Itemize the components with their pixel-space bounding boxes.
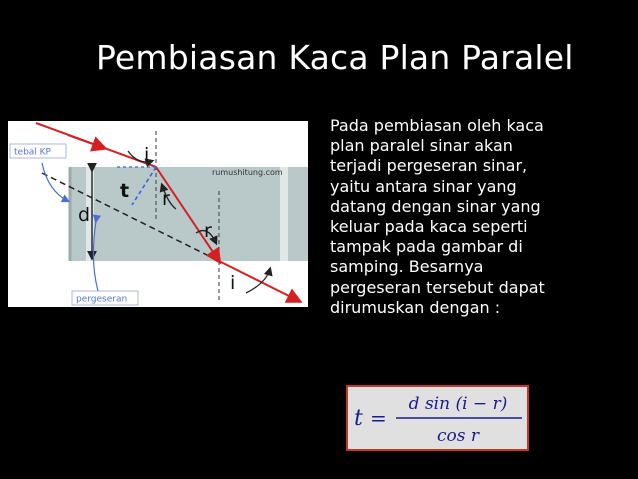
body-line: samping. Besarnya	[330, 257, 484, 277]
body-line: plan paralel sinar akan	[330, 136, 513, 156]
body-line: datang dengan sinar yang	[330, 196, 541, 216]
body-line: pergeseran tersebut dapat	[330, 277, 545, 297]
label-tebal-kp: tebal KP	[14, 147, 51, 158]
label-pergeseran: pergeseran	[76, 294, 128, 305]
label-r-top: r	[162, 188, 170, 210]
label-d: d	[78, 204, 91, 226]
formula-equals: =	[370, 406, 387, 430]
body-line: terjadi pergeseran sinar,	[330, 156, 528, 176]
body-line: dirumuskan dengan :	[330, 297, 501, 317]
body-line: keluar pada kaca seperti	[330, 217, 528, 237]
formula-denominator: cos r	[436, 426, 480, 446]
label-r-bottom: r	[204, 220, 212, 242]
slide-title: Pembiasan Kaca Plan Paralel	[96, 38, 574, 77]
body-line: yaitu antara sinar yang	[330, 176, 517, 196]
refraction-diagram	[8, 121, 308, 307]
label-i-bottom: i	[230, 272, 236, 294]
diagram-svg	[8, 121, 308, 307]
formula-lhs: t	[354, 406, 363, 431]
explanation-text	[330, 116, 595, 318]
watermark-text: rumushitung.com	[212, 168, 283, 177]
formula-svg	[348, 387, 527, 449]
formula-box	[346, 385, 529, 451]
label-i-top: i	[144, 144, 150, 166]
body-line: Pada pembiasan oleh kaca	[330, 116, 544, 135]
body-line: tampak pada gambar di	[330, 237, 523, 257]
label-t: t	[120, 180, 130, 202]
formula-numerator: d sin (i − r)	[408, 394, 508, 414]
